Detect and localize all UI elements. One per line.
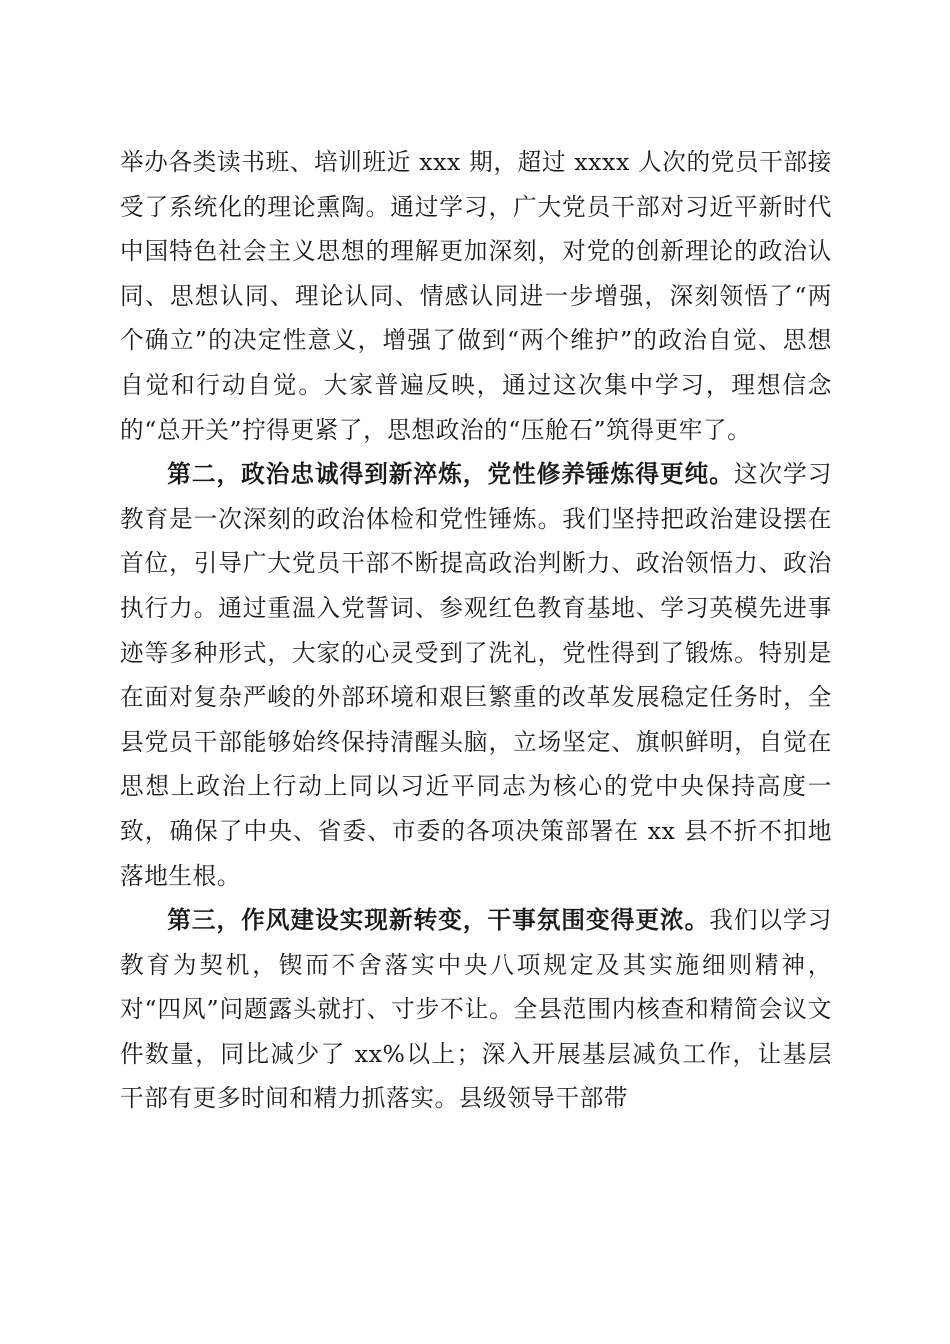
paragraph-3-heading: 第三，作风建设实现新转变，干事氛围变得更浓。 — [167, 906, 710, 935]
paragraph-1-text: 举办各类读书班、培训班近 xxx 期，超过 xxxx 人次的党员干部接受了系统化的理论熏陶。通过学习，广大党员干部对习近平新时代中国特色社会主义思想的理解更加深刻，对党的创新理论的政治认同、思想认同、理论认同、情感认同进一步增强，深刻领悟了“两个确立”的决定性意义，增强了做到“两个维护”的政治自觉、思想自觉和行动自觉。大家普遍反映，通过这次集中学习，理想信念的“总开关”拧得更紧了，思想政治的“压舱石”筑得更牢了。 — [120, 148, 832, 444]
paragraph-2-heading: 第二，政治忠诚得到新淬炼，党性修养锤炼得更纯。 — [167, 460, 734, 489]
paragraph-2-text: 这次学习教育是一次深刻的政治体检和党性锤炼。我们坚持把政治建设摆在首位，引导广大党员干部不断提高政治判断力、政治领悟力、政治执行力。通过重温入党誓词、参观红色教育基地、学习英模先进事迹等多种形式，大家的心灵受到了洗礼，党性得到了锻炼。特别是在面对复杂严峻的外部环境和艰巨繁重的改革发展稳定任务时，全县党员干部能够始终保持清醒头脑，立场坚定、旗帜鲜明，自觉在思想上政治上行动上同以习近平同志为核心的党中央保持高度一致，确保了中央、省委、市委的各项决策部署在 xx 县不折不扣地落地生根。 — [120, 460, 832, 890]
document-body — [120, 140, 832, 1121]
paragraph-2 — [120, 452, 832, 898]
paragraph-1 — [120, 140, 832, 452]
paragraph-3 — [120, 898, 832, 1121]
paragraph-3-text: 我们以学习教育为契机，锲而不舍落实中央八项规定及其实施细则精神，对“四风”问题露头就打、寸步不让。全县范围内核查和精简会议文件数量，同比减少了 xx%以上；深入开展基层减负工作，让基层干部有更多时间和精力抓落实。县级领导干部带 — [120, 906, 832, 1113]
